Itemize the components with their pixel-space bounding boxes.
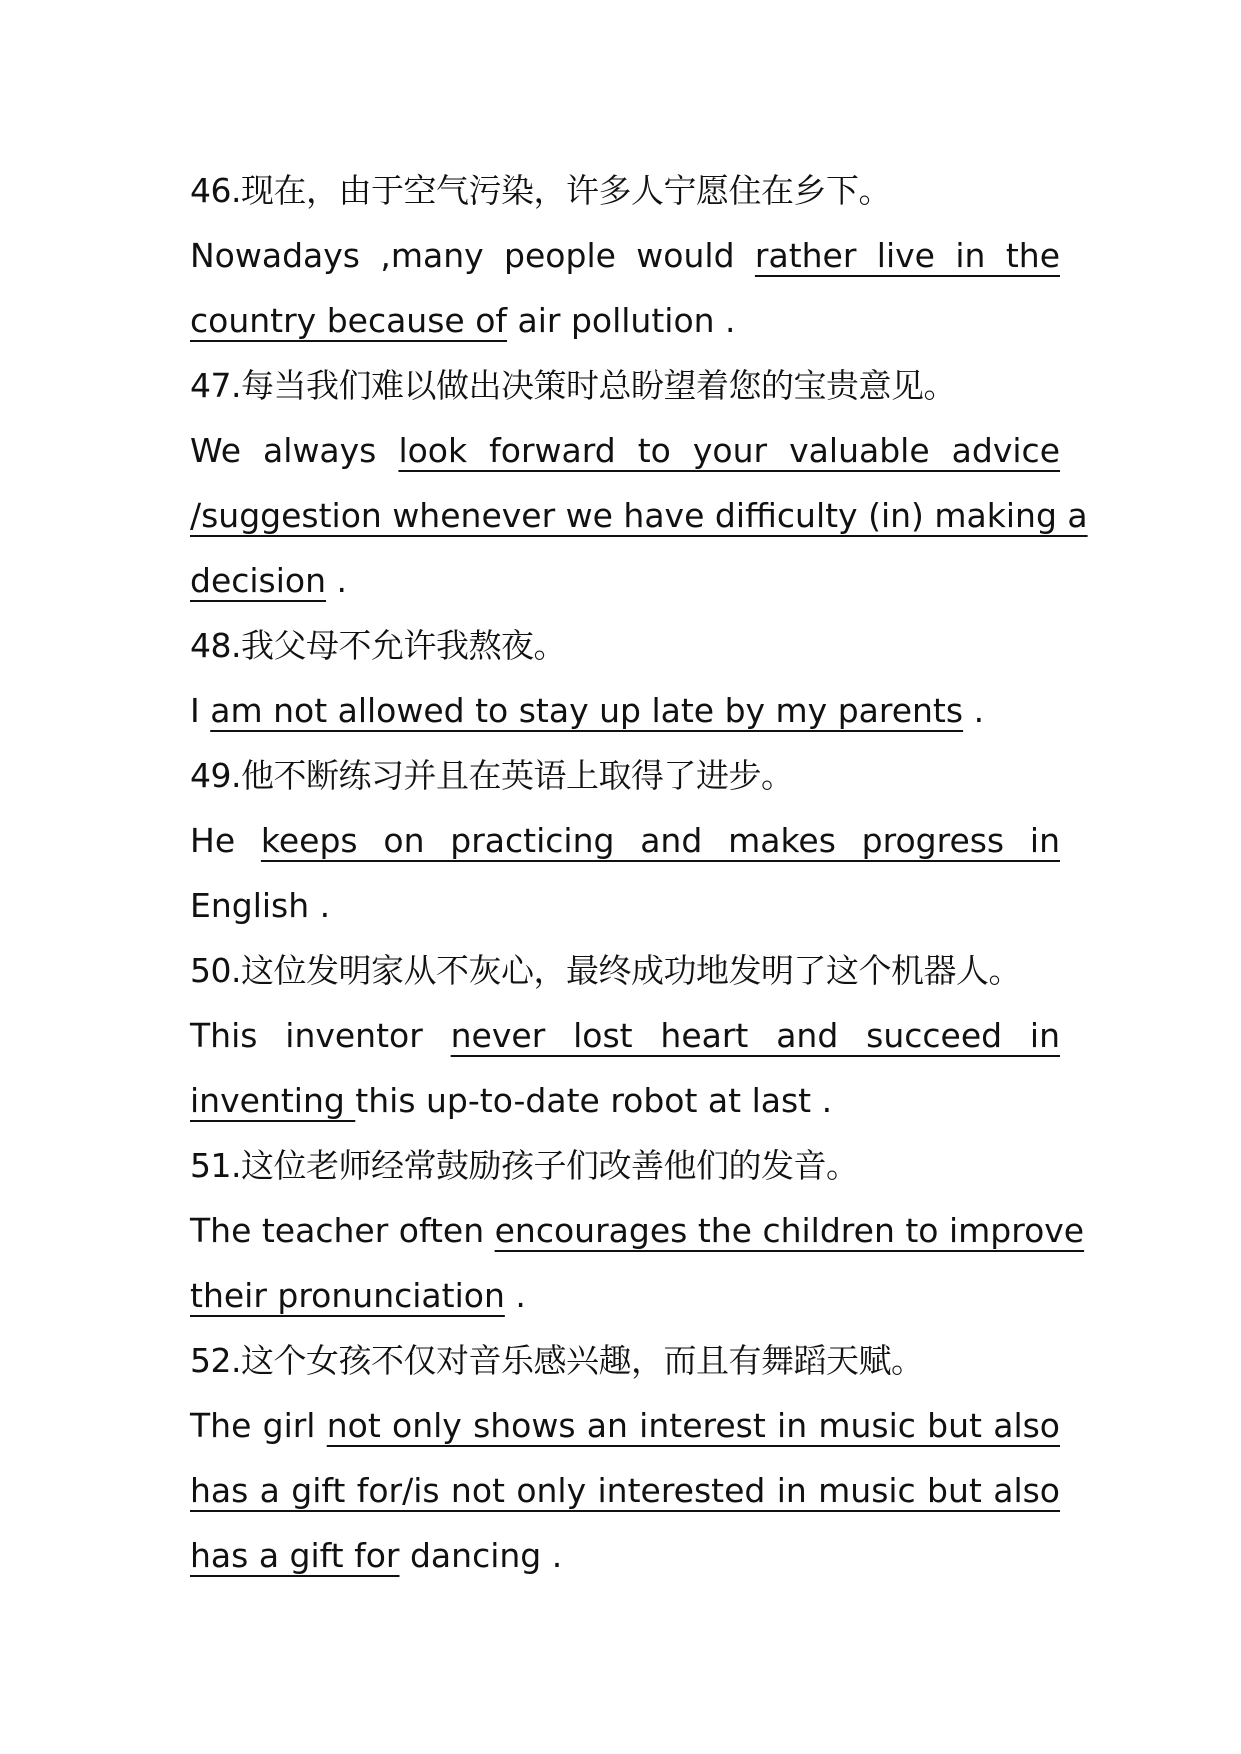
question-number: 52. bbox=[190, 1341, 241, 1380]
english-answer-line bbox=[190, 678, 1060, 743]
underlined-answer-text: am not allowed to stay up late by my parents bbox=[210, 691, 964, 730]
chinese-sentence: 这个女孩不仅对音乐感兴趣，而且有舞蹈天赋。 bbox=[240, 1341, 924, 1380]
answer-text: . bbox=[504, 1276, 526, 1315]
underlined-answer-text: not only shows an interest in music but also bbox=[326, 1406, 1060, 1445]
english-answer-line bbox=[190, 1068, 1060, 1133]
answer-text: . bbox=[326, 561, 348, 600]
question-number: 50. bbox=[190, 951, 241, 990]
underlined-answer-text: rather live in the bbox=[754, 236, 1060, 275]
underlined-answer-text: keeps on practicing and makes progress in bbox=[260, 821, 1060, 860]
question-number: 51. bbox=[190, 1146, 241, 1185]
question-item bbox=[190, 353, 1088, 613]
question-item bbox=[190, 938, 1060, 1133]
answer-text: air pollution . bbox=[507, 301, 736, 340]
question-number: 47. bbox=[190, 366, 241, 405]
answer-text: this up-to-date robot at last . bbox=[355, 1081, 833, 1120]
english-answer-line bbox=[190, 1198, 1085, 1263]
underlined-answer-text: country because of bbox=[190, 301, 508, 340]
translation-exercise-list bbox=[190, 158, 1088, 1588]
question-number: 48. bbox=[190, 626, 241, 665]
english-answer-line bbox=[190, 1393, 1060, 1458]
english-answer-line bbox=[190, 1458, 1060, 1523]
question-item bbox=[190, 613, 1060, 743]
question-prompt-chinese bbox=[190, 158, 1060, 223]
question-item bbox=[190, 743, 1060, 938]
english-answer-line bbox=[190, 1263, 1060, 1328]
chinese-sentence: 他不断练习并且在英语上取得了进步。 bbox=[240, 756, 794, 795]
english-answer-line bbox=[190, 873, 1060, 938]
underlined-answer-text: has a gift for bbox=[190, 1536, 400, 1575]
underlined-answer-text: inventing bbox=[190, 1081, 356, 1120]
english-answer-line bbox=[190, 223, 1060, 288]
answer-text: The teacher often bbox=[190, 1211, 495, 1250]
underlined-answer-text: look forward to your valuable advice bbox=[398, 431, 1060, 470]
english-answer-line bbox=[190, 418, 1060, 483]
english-answer-line bbox=[190, 483, 1088, 548]
question-item bbox=[190, 1328, 1060, 1588]
underlined-answer-text: /suggestion whenever we have difficulty (in) making a bbox=[190, 496, 1088, 535]
chinese-sentence: 我父母不允许我熬夜。 bbox=[240, 626, 566, 665]
answer-text: I bbox=[190, 691, 211, 730]
answer-text: This inventor bbox=[190, 1016, 451, 1055]
question-item bbox=[190, 1133, 1085, 1328]
answer-text: . bbox=[963, 691, 985, 730]
answer-text: Nowadays ,many people would bbox=[190, 236, 755, 275]
answer-text: The girl bbox=[190, 1406, 327, 1445]
question-prompt-chinese bbox=[190, 1133, 1060, 1198]
question-prompt-chinese bbox=[190, 1328, 1060, 1393]
chinese-sentence: 这位老师经常鼓励孩子们改善他们的发音。 bbox=[240, 1146, 859, 1185]
english-answer-line bbox=[190, 288, 1060, 353]
chinese-sentence: 现在，由于空气污染，许多人宁愿住在乡下。 bbox=[240, 171, 891, 210]
english-answer-line bbox=[190, 1523, 1060, 1588]
question-prompt-chinese bbox=[190, 743, 1060, 808]
underlined-answer-text: never lost heart and succeed in bbox=[450, 1016, 1060, 1055]
english-answer-line bbox=[190, 808, 1060, 873]
question-prompt-chinese bbox=[190, 353, 1060, 418]
question-prompt-chinese bbox=[190, 613, 1060, 678]
chinese-sentence: 这位发明家从不灰心，最终成功地发明了这个机器人。 bbox=[240, 951, 1021, 990]
english-answer-line bbox=[190, 1003, 1060, 1068]
question-number: 49. bbox=[190, 756, 241, 795]
underlined-answer-text: encourages the children to improve bbox=[494, 1211, 1085, 1250]
answer-text: We always bbox=[190, 431, 399, 470]
english-answer-line bbox=[190, 548, 1060, 613]
question-number: 46. bbox=[190, 171, 241, 210]
underlined-answer-text: decision bbox=[190, 561, 327, 600]
question-item bbox=[190, 158, 1060, 353]
underlined-answer-text: has a gift for/is not only interested in music but also bbox=[190, 1471, 1060, 1510]
question-prompt-chinese bbox=[190, 938, 1060, 1003]
answer-text: He bbox=[190, 821, 261, 860]
underlined-answer-text: their pronunciation bbox=[190, 1276, 505, 1315]
chinese-sentence: 每当我们难以做出决策时总盼望着您的宝贵意见。 bbox=[240, 366, 956, 405]
answer-text: dancing . bbox=[399, 1536, 563, 1575]
answer-text: English . bbox=[190, 886, 331, 925]
